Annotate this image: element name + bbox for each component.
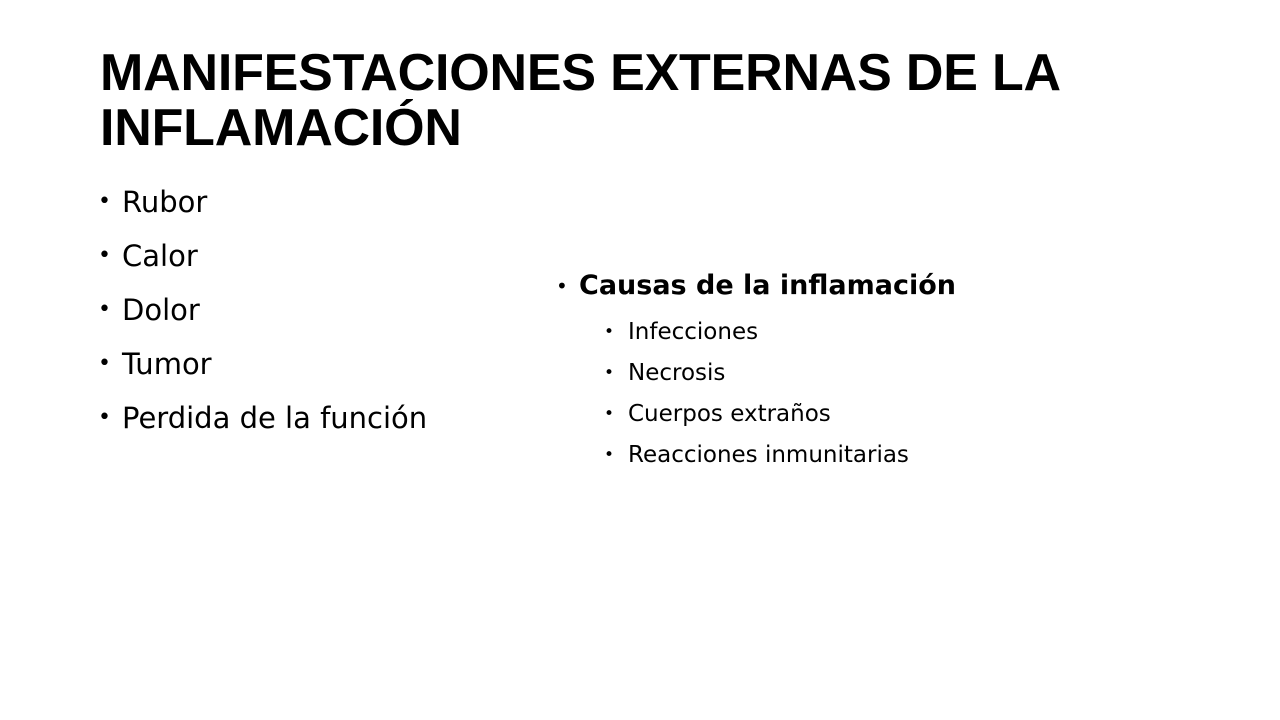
causes-list: [604, 313, 909, 477]
list-item: [98, 342, 427, 396]
list-item-label: Dolor: [122, 293, 200, 327]
list-item-label: Necrosis: [628, 360, 726, 386]
list-item: [604, 436, 909, 477]
bullet-icon: •: [98, 405, 111, 430]
bullet-icon: •: [604, 322, 615, 342]
list-item-label: Calor: [122, 239, 198, 273]
bullet-icon: •: [98, 243, 111, 268]
list-item: [604, 395, 909, 436]
bullet-icon: •: [604, 445, 615, 465]
list-item-label: Tumor: [122, 347, 212, 381]
bullet-icon: •: [556, 274, 568, 298]
list-item-label: Perdida de la función: [122, 401, 428, 435]
slide-title: MANIFESTACIONES EXTERNAS DE LA INFLAMACIÓN: [100, 44, 1059, 157]
list-item: [98, 288, 427, 342]
manifestations-list: [98, 180, 427, 450]
bullet-icon: •: [604, 363, 615, 383]
list-item: [604, 313, 909, 354]
bullet-icon: •: [98, 351, 111, 376]
list-item: [98, 396, 427, 450]
list-item-label: Infecciones: [628, 319, 759, 345]
causes-heading: [556, 266, 956, 306]
list-item-label: Rubor: [122, 185, 208, 219]
bullet-icon: •: [98, 189, 111, 214]
list-item: [98, 234, 427, 288]
list-item: [98, 180, 427, 234]
list-item-label: Reacciones inmunitarias: [628, 442, 909, 468]
bullet-icon: •: [98, 297, 111, 322]
list-item-label: Cuerpos extraños: [628, 401, 831, 427]
bullet-icon: •: [604, 404, 615, 424]
list-item: [604, 354, 909, 395]
causes-heading-label: Causas de la inflamación: [579, 270, 957, 301]
